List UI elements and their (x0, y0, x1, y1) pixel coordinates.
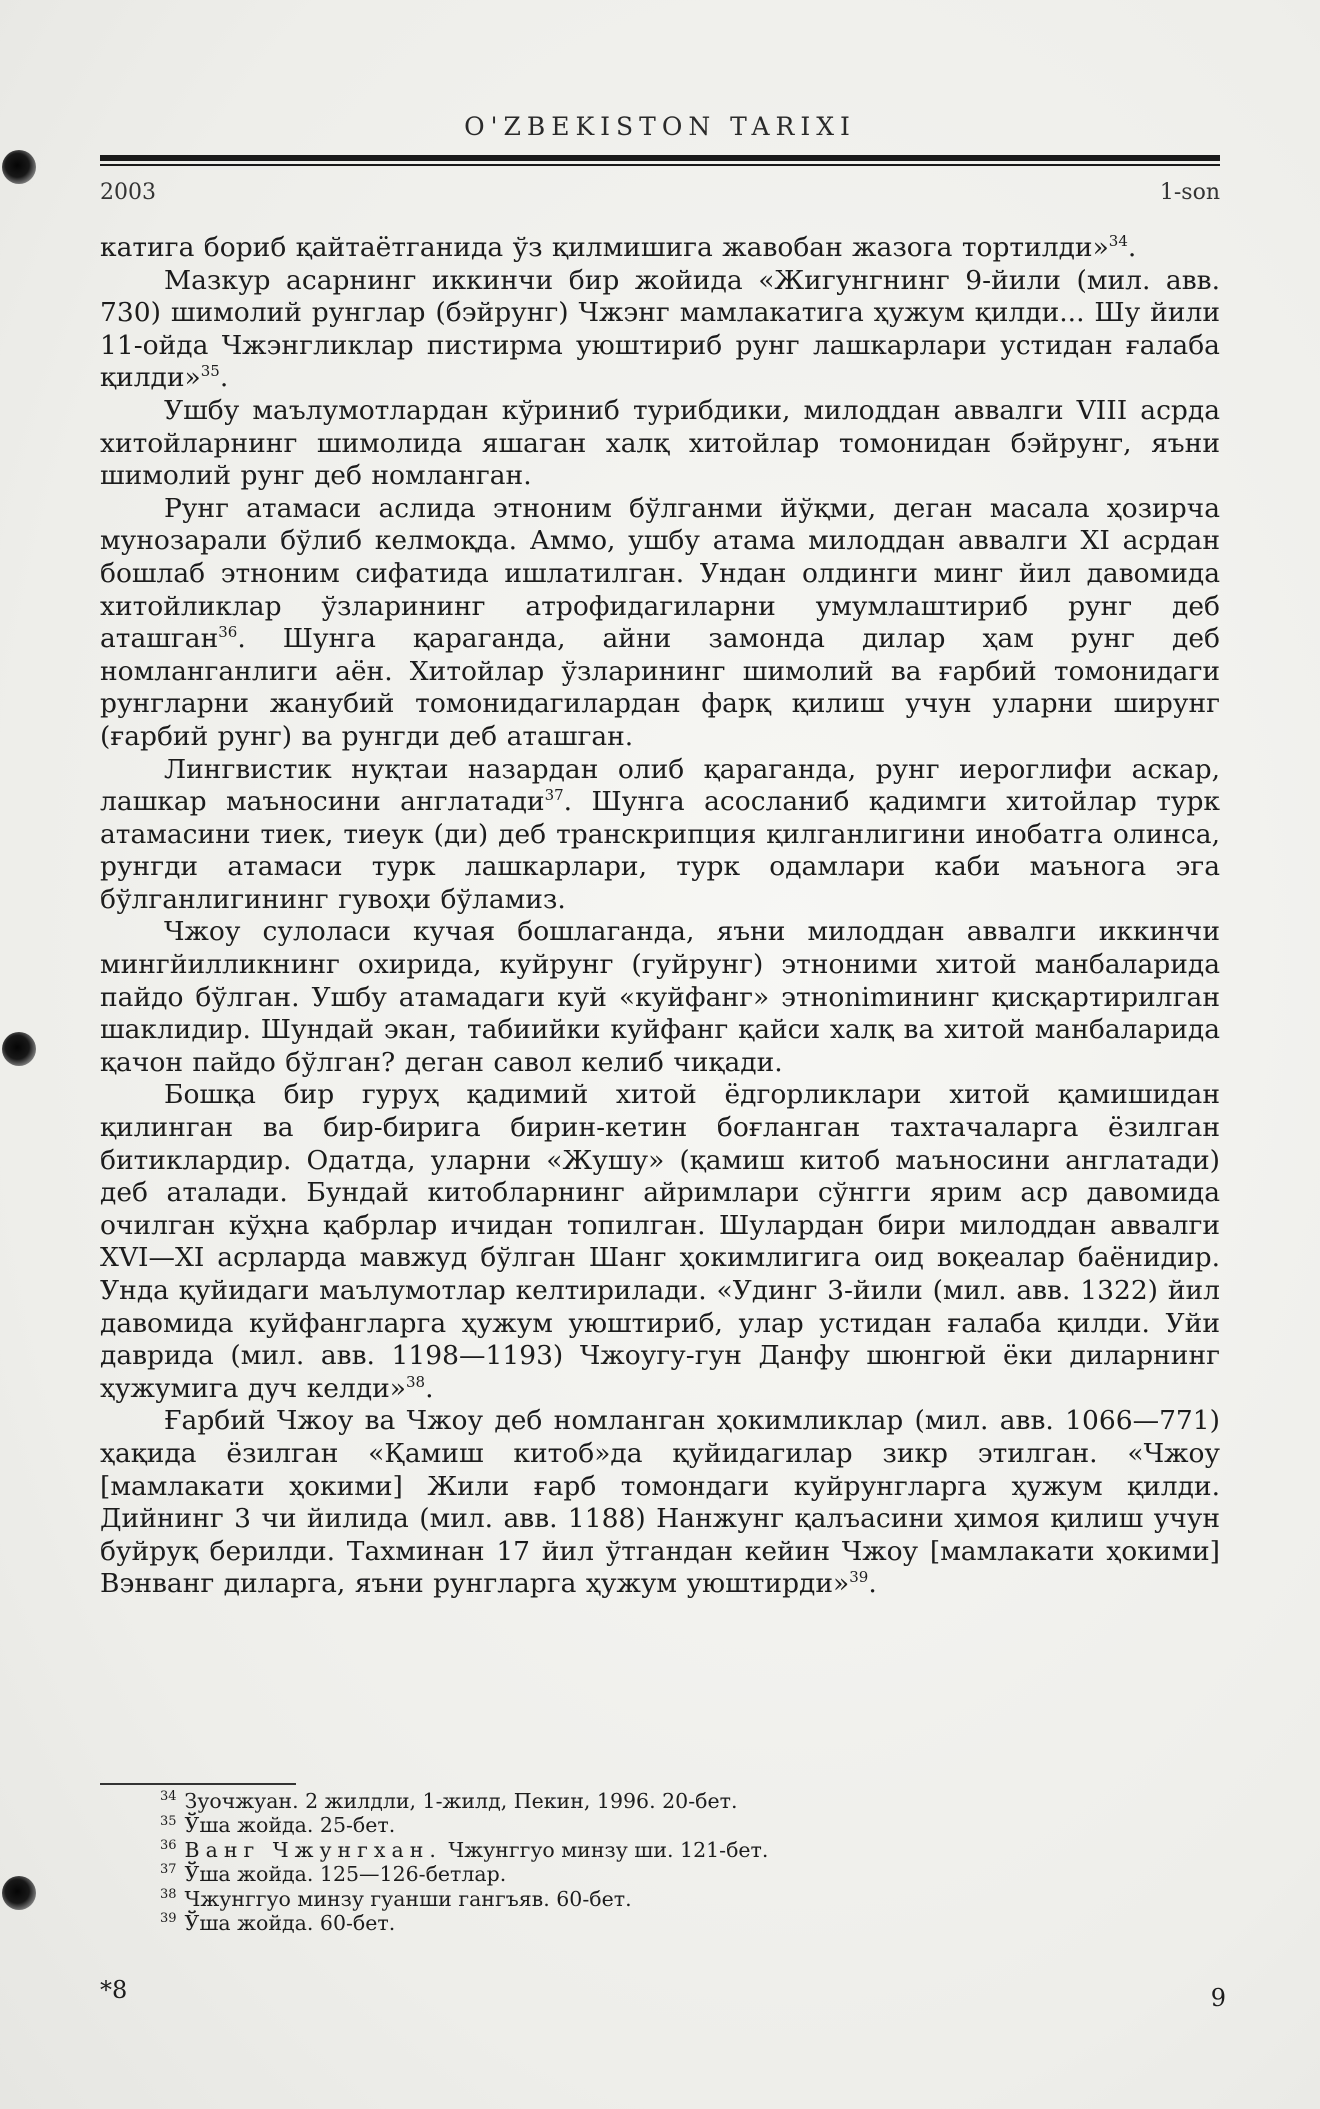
issue-year: 2003 (100, 180, 156, 205)
footnote (160, 1862, 1120, 1886)
footnote-ref: 34 (1108, 232, 1128, 251)
paragraph-text: . (219, 362, 229, 394)
footnote (160, 1813, 1120, 1837)
paragraph-text: . Шунга қараганда, айни замонда дилар ҳам рунг деб номланганлиги аён. Хитойлар ўзларининг шимолий ва ғарбий томонидаги рунгларни жанубий томонидагилардан фарқ қилиш учун уларни ширунг (ғарбий рунг) ва рунгди деб аташган. (100, 623, 1220, 752)
paragraph (100, 1079, 1220, 1405)
footnote-text: Чжунггуо минзу гуанши гангъяв. 60-бет. (184, 1886, 632, 1911)
footnote-text: Ўша жойда. 60-бет. (184, 1911, 396, 1936)
paragraph-text: . Шунга асосланиб қадимги хитойлар турк атамасини тиек, тиеук (ди) деб транскрипция қилганлигини инобатга олинса, рунгди атамаси турк лашкарлари, турк одамлари каби маънога эга бўлганлигининг гувоҳи бўламиз. (100, 786, 1220, 915)
paragraph-text: катига бориб қайтаётганида ўз қилмишига жавобан жазога тортилди» (100, 232, 1109, 263)
footnote (160, 1887, 1120, 1911)
paragraph-text: . (868, 1568, 877, 1600)
paragraph-text: Рунг атамаси аслида этноним бўлганми йўқми, деган масала ҳозирча мунозарали бўлиб келмоқда. Аммо, ушбу атама милоддан аввалги XI асрдан бошлаб этноним сифатида ишлатилган. Ундан олдинги минг йил давомида хитойликлар ўзларининг атрофидагиларни умумлаштириб рунг деб аташган (100, 492, 1220, 655)
journal-title: O'ZBEKISTON TARIXI (464, 112, 856, 141)
footnotes (160, 1789, 1120, 1935)
footnote-separator (100, 1783, 296, 1785)
paragraph-text: Лингвистик нуқтаи назардан олиб қараганда, рунг иероглифи аскар, лашкар маъносини англатади (100, 753, 1220, 818)
paragraph (100, 493, 1220, 754)
paragraph-text: . (425, 1372, 434, 1404)
paragraph (100, 395, 1220, 493)
footnote-number: 36 (160, 1837, 177, 1853)
paragraph (100, 1405, 1220, 1601)
footnote-text: Чжунггуо минзу ши. 121-бет. (441, 1837, 769, 1862)
paragraph (100, 916, 1220, 1079)
footnote-text: Ўша жойда. 125—126-бетлар. (184, 1862, 507, 1887)
paragraph-text: Бошқа бир гуруҳ қадимий хитой ёдгорликлари хитой қамишидан қилинган ва бир-бирига бирин-кетин боғланган тахтачаларга ёзилган битиклардир. Одатда, уларни «Жушу» (қамиш китоб маъносини англатади) деб аталади. Бундай китобларнинг айримлари сўнгги ярим аср давомида очилган кўҳна қабрлар ичидан топилган. Шулардан бири милоддан аввалги XVI—XI асрларда мавжуд бўлган Шанг ҳокимлигига оид воқеалар баёнидир. Унда қуйидаги маълумотлар келтирилади. «Удинг 3-йили (мил. авв. 1322) йил давомида куйфангларга ҳужум уюштириб, улар устидан ғалаба қилди. Уйи даврида (мил. авв. 1198—1193) Чжоугу-гун Данфу шюнгюй ёки диларнинг ҳужумига дуч келди» (100, 1079, 1220, 1404)
footnote-author: Ванг Чжунгхан. (184, 1837, 442, 1862)
footnote (160, 1911, 1120, 1935)
footnote-text: Зуочжуан. 2 жилдли, 1-жилд, Пекин, 1996. 20-бет. (184, 1789, 738, 1813)
binder-hole-icon (2, 1876, 36, 1910)
paragraph (100, 754, 1220, 917)
footnote-number: 34 (160, 1789, 177, 1805)
sheet-signature: *8 (100, 1976, 128, 2004)
paragraph: катига бориб қайтаётганида ўз қилмишига жавобан жазога тортилди»$^{34}$. (100, 232, 1137, 263)
header-rule-thin (100, 164, 1220, 166)
header-rule-thick (100, 155, 1220, 161)
footnote (160, 1838, 1120, 1862)
footnote-number: 38 (160, 1886, 177, 1902)
article-body (100, 232, 1220, 1601)
footnote-ref: 39 (849, 1568, 869, 1587)
paragraph-text: Ушбу маълумотлардан кўриниб турибдики, милоддан аввалги VIII асрда хитойларнинг шимолида яшаган халқ хитойлар томонидан бэйрунг, яъни шимолий рунг деб номланган. (100, 394, 1220, 492)
issue-number: 1-son (1159, 180, 1220, 205)
footnote-number: 37 (160, 1862, 177, 1878)
footnote-ref: 37 (544, 786, 564, 805)
footnote-number: 39 (160, 1911, 177, 1927)
page-number: 9 (1210, 1984, 1226, 2012)
footnote (160, 1789, 1120, 1813)
footnote-ref: 38 (406, 1372, 426, 1391)
binder-hole-icon (2, 150, 36, 184)
footnote-ref: 36 (218, 623, 238, 642)
footnote-number: 35 (160, 1813, 177, 1829)
footnote-ref: 35 (200, 362, 220, 381)
footnote-text: Ўша жойда. 25-бет. (184, 1813, 396, 1838)
paragraph-text: Чжоу сулоласи кучая бошлаганда, яъни милоддан аввалги иккинчи мингйилликнинг охирида, куйрунг (гуйрунг) этноними хитой манбаларида пайдо бўлган. Ушбу атамадаги куй «куйфанг» этноnimининг қисқартирилган шаклидир. Шундай экан, табиийки куйфанг қайси халқ ва хитой манбаларида қачон пайдо бўлган? деган савол келиб чиқади. (100, 916, 1220, 1078)
binder-hole-icon (2, 1032, 36, 1066)
paragraph-text: Ғарбий Чжоу ва Чжоу деб номланган ҳокимликлар (мил. авв. 1066—771) ҳақида ёзилган «Қамиш китоб»да қуйидагилар зикр этилган. «Чжоу [мамлакати ҳокими] Жили ғарб томондаги куйрунгларга ҳужум қилди. Дийнинг 3 чи йилида (мил. авв. 1188) Нанжунг қалъасини ҳимоя қилиш учун буйруқ берилди. Тахминан 17 йил ўтгандан кейин Чжоу [мамлакати ҳокими] Вэнванг диларга, яъни рунгларга ҳужум уюштирди» (100, 1405, 1220, 1600)
paragraph-text: Мазкур асарнинг иккинчи бир жойида «Жигунгнинг 9-йили (мил. авв. 730) шимолий рунглар (бэйрунг) Чжэнг мамлакатига ҳужум қилди... Шу йили 11-ойда Чжэнгликлар пистирма уюштириб рунг лашкарлари устидан ғалаба қилди» (100, 264, 1220, 394)
paragraph (100, 265, 1220, 395)
